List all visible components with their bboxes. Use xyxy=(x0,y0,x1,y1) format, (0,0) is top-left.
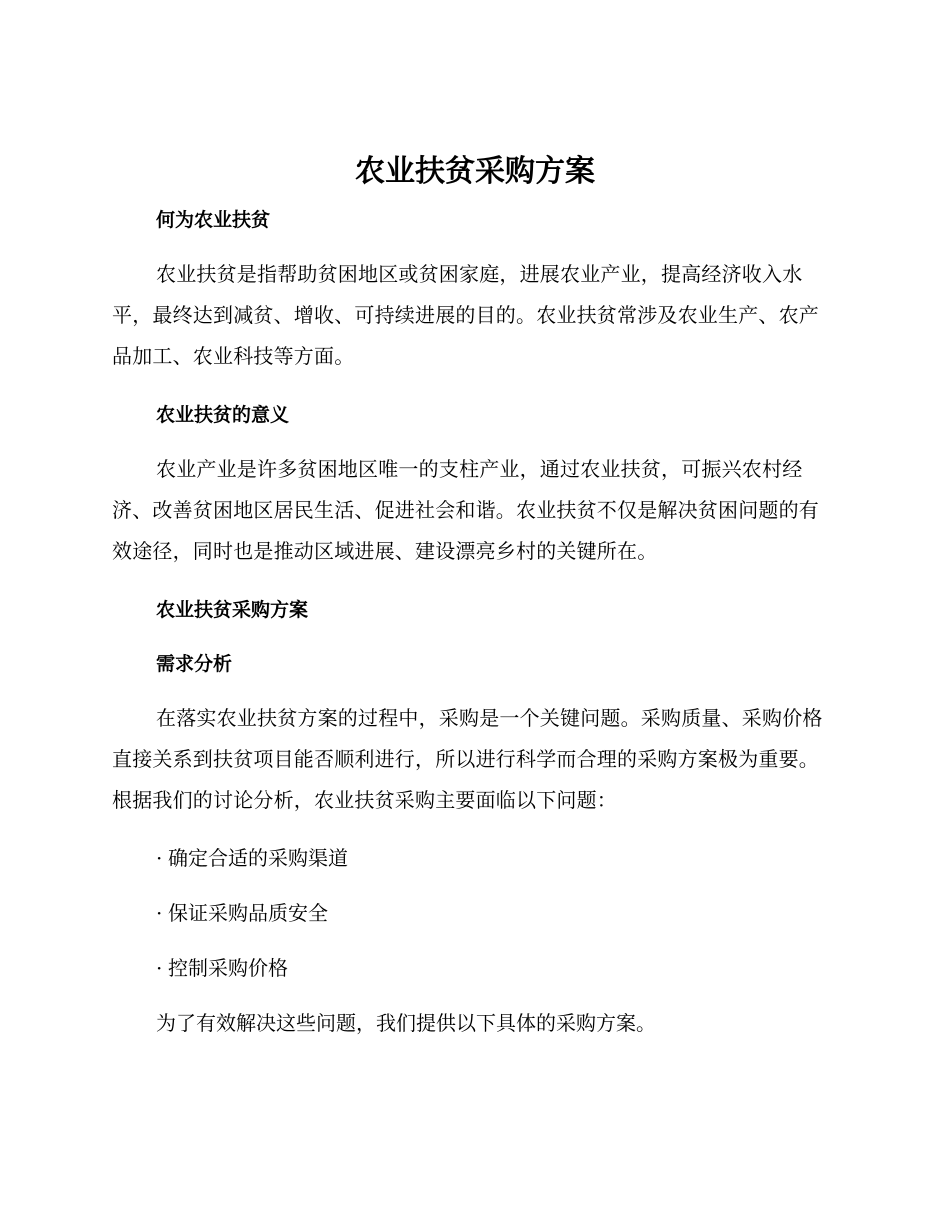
bullet-marker: · xyxy=(156,956,163,980)
closing-paragraph: 为了有效解决这些问题，我们提供以下具体的采购方案。 xyxy=(156,1011,656,1035)
bullet-marker: · xyxy=(156,901,163,925)
list-item xyxy=(156,844,348,872)
section-heading-significance: 农业扶贫的意义 xyxy=(156,404,290,426)
section-heading-procurement-plan: 农业扶贫采购方案 xyxy=(156,599,309,621)
section-paragraph-demand-analysis: 在落实农业扶贫方案的过程中，采购是一个关键问题。采购质量、采购价格直接关系到扶贫项目能否顺利进行，所以进行科学而合理的采购方案极为重要。根据我们的讨论分析，农业扶贫采购主要面临以下问题： xyxy=(112,706,823,812)
list-item-text: 保证采购品质安全 xyxy=(168,901,328,925)
list-item-text: 控制采购价格 xyxy=(168,956,288,980)
bullet-marker: · xyxy=(156,846,163,870)
section-paragraph-what-is: 农业扶贫是指帮助贫困地区或贫困家庭，进展农业产业，提高经济收入水平，最终达到减贫、增收、可持续进展的目的。农业扶贫常涉及农业生产、农产品加工、农业科技等方面。 xyxy=(112,262,819,368)
document-title: 农业扶贫采购方案 xyxy=(355,154,595,189)
section-heading-what-is: 何为农业扶贫 xyxy=(156,209,271,231)
list-item-text: 确定合适的采购渠道 xyxy=(168,846,348,870)
list-item xyxy=(156,954,288,982)
section-heading-demand-analysis: 需求分析 xyxy=(156,653,233,675)
list-item xyxy=(156,899,328,927)
section-paragraph-significance: 农业产业是许多贫困地区唯一的支柱产业，通过农业扶贫，可振兴农村经济、改善贫困地区居民生活、促进社会和谐。农业扶贫不仅是解决贫困问题的有效途径，同时也是推动区域进展、建设漂亮乡村的关键所在。 xyxy=(112,457,819,563)
